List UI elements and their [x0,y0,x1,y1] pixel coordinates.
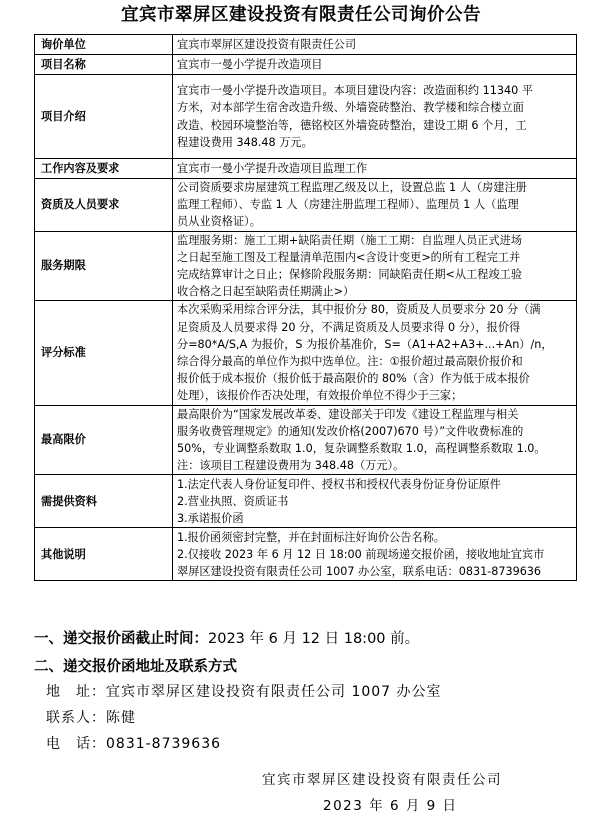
row-value-line: 监理工程师）、专监 1 人（房建注册监理工程师）、监理员 1 人（监理 [177,198,519,212]
row-value-line: 足资质及人员要求得 20 分，不满足资质及人员要求得 0 分），报价得 [177,320,521,334]
row-value-line: 2.营业执照、资质证书 [177,494,289,508]
row-value-line: 报价低于成本报价（报价低于最高限价的 80%（含）作为低于成本报价 [177,372,530,386]
row-value-line: 收合格之日起至缺陷责任期满止>） [177,285,355,299]
row-label: 项目介绍 [35,75,173,159]
table-row [35,35,577,55]
row-value-line: 处理），该报价作否决处理，有效报价单位不得少于三家； [177,389,463,403]
row-label: 需提供资料 [35,475,173,528]
row-label: 服务期限 [35,231,173,301]
row-value [173,301,577,405]
deadline-value: 2023 年 6 月 12 日 18:00 前。 [208,631,420,647]
row-value-line: 1.报价函须密封完整，并在封面标注好询价公告名称。 [177,530,445,544]
table-row [35,405,577,475]
table-row [35,55,577,75]
row-value-line: 宜宾市翠屏区建设投资有限责任公司 [177,37,357,51]
row-value-line: 宜宾市一曼小学提升改造项目监理工作 [177,161,368,175]
table-row [35,301,577,405]
row-value-line: 服务收费管理规定》的通知(发改价格(2007)670 号）”文件收费标准的 [177,424,524,438]
row-value-line: 最高限价为“国家发展改革委、建设部关于印发《建设工程监理与相关 [177,407,519,421]
row-value-line: 方米，对本部学生宿舍改造升级、外墙瓷砖整治、教学楼和综合楼立面 [177,101,524,115]
row-value-line: 完成结算审计之日止；保修阶段服务期：同缺陷责任期<从工程竣工验 [177,268,523,282]
deadline-heading: 一、递交报价函截止时间： [34,631,208,647]
row-value-line: 3.承诺报价函 [177,512,244,526]
contact-address: 地 址：宜宾市翠屏区建设投资有限责任公司 1007 办公室 [46,684,442,700]
table-row [35,179,577,232]
row-value-line: 1.法定代表人身份证复印件、授权书和授权代表身份证身份证原件 [177,477,501,491]
row-value [173,159,577,179]
row-label: 评分标准 [35,301,173,405]
row-value-line: 综合得分最高的单位作为拟中选单位。注：①报价超过最高限价报价和 [177,355,523,369]
row-value-line: 翠屏区建设投资有限责任公司 1007 办公室，联系电话：0831-8739636 [177,565,542,579]
row-value-line: 之日起至施工图及工程量清单范围内<含设计变更>的所有工程完工并 [177,250,521,264]
contact-section-heading: 二、递交报价函地址及联系方式 [34,659,237,675]
contact-phone: 电 话：0831-8739636 [46,736,222,752]
row-value [173,35,577,55]
row-value-line: 宜宾市一曼小学提升改造项目 [177,57,323,71]
row-value-line: 2.仅接收 2023 年 6 月 12 日 18:00 前现场递交报价函，接收地址宜宾市 [177,547,545,561]
row-label: 询价单位 [35,35,173,55]
row-label: 最高限价 [35,405,173,475]
table-row [35,75,577,159]
row-value-line: 程建设费用 348.48 万元。 [177,135,313,149]
signature-date: 2023 年 6 月 9 日 [323,798,458,814]
page-title: 宜宾市翠屏区建设投资有限责任公司询价公告 [121,5,481,25]
row-value-line: 分=80*A/S,A 为报价，S 为报价基准价，S=（A1+A2+A3+...+An）/n， [177,337,553,351]
row-label: 项目名称 [35,55,173,75]
row-value [173,55,577,75]
row-value [173,405,577,475]
row-label: 其他说明 [35,528,173,581]
table-row [35,528,577,581]
row-value-line: 公司资质要求房屋建筑工程监理乙级及以上，设置总监 1 人（房建注册 [177,181,527,194]
row-value [173,179,577,232]
row-value-line: 员从业资格证）。 [177,215,261,229]
signature-company: 宜宾市翠屏区建设投资有限责任公司 [262,772,502,788]
inquiry-table [34,34,577,581]
row-value [173,75,577,159]
row-value-line: 本次采购采用综合评分法，其中报价分 80，资质及人员要求分 20 分（满 [177,303,541,317]
row-value [173,475,577,528]
row-label: 工作内容及要求 [35,159,173,179]
row-value-line: 改造、校园环境整治等，德铭校区外墙瓷砖整治，建设工期 6 个月，工 [177,118,527,132]
table-row [35,475,577,528]
row-value-line: 50%，专业调整系数取 1.0，复杂调整系数取 1.0，高程调整系数取 1.0。 [177,442,546,456]
row-value-line: 监理服务期：施工工期+缺陷责任期（施工工期：自监理人员正式进场 [177,233,523,247]
row-label: 资质及人员要求 [35,179,173,232]
row-value [173,231,577,301]
row-value-line: 注：该项目工程建设费用为 348.48（万元）。 [177,459,405,473]
row-value [173,528,577,581]
contact-person: 联系人：陈健 [46,710,136,726]
row-value-line: 宜宾市一曼小学提升改造项目。本项目建设内容：改造面积约 11340 平 [177,84,533,98]
table-row [35,231,577,301]
deadline-section [34,629,419,649]
table-row [35,159,577,179]
